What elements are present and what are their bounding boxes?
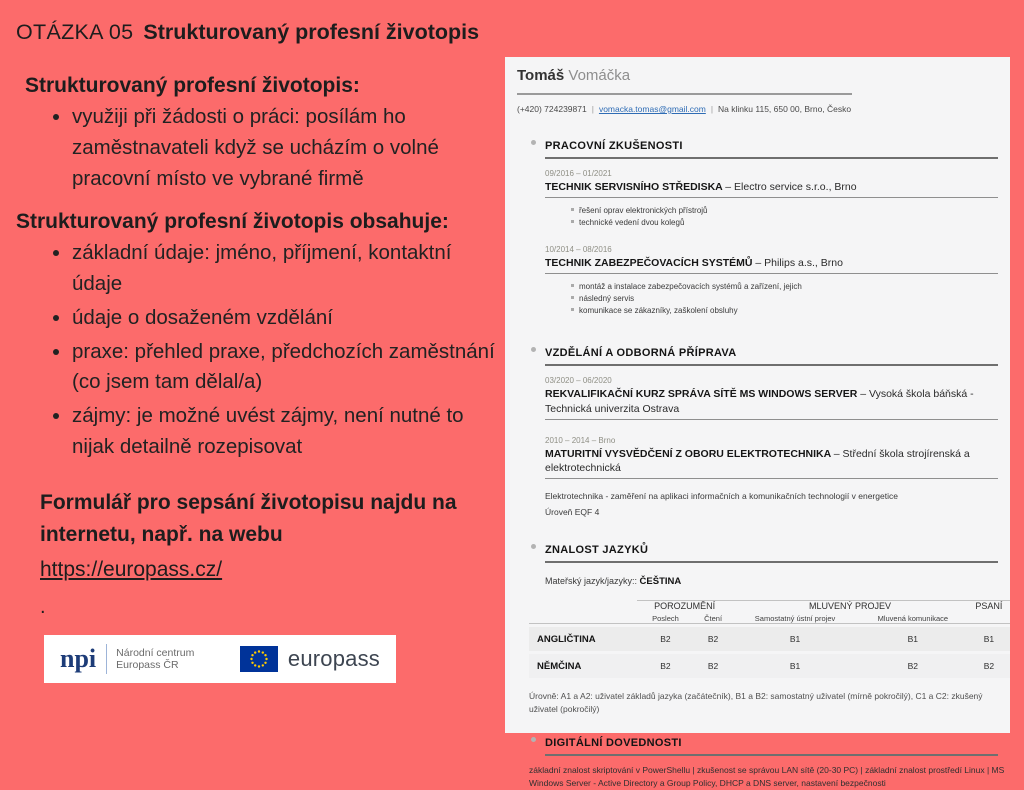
- group-header: POROZUMĚNÍ: [637, 600, 732, 611]
- table-row: [529, 627, 1010, 651]
- education-title-text: REKVALIFIKAČNÍ KURZ SPRÁVA SÍTĚ MS WINDOWS SERVER: [545, 388, 858, 401]
- list-item: • základní údaje: jméno, příjmení, kontaktní údaje: [72, 238, 500, 300]
- group-header: MLUVENÝ PROJEV: [732, 600, 968, 611]
- education-details: [545, 488, 998, 520]
- empty-cell: [968, 614, 1010, 624]
- level-cell: B2: [858, 654, 968, 678]
- npi-caption: [116, 647, 194, 672]
- table-row: [529, 654, 1010, 678]
- name-divider: [517, 93, 852, 95]
- education-date: 2010 – 2014 – Brno: [545, 435, 616, 445]
- section-languages: [545, 540, 998, 563]
- cv-email-link[interactable]: vomacka.tomas@gmail.com: [598, 104, 706, 114]
- mother-tongue-line: [545, 576, 998, 587]
- education-school: – Vysoká škola báňská - Technická univerzita Ostrava: [545, 388, 974, 415]
- logo-bar: [44, 635, 396, 683]
- sub-header: Samostatný ústní projev: [732, 614, 858, 624]
- section-bullet-icon: [531, 140, 536, 145]
- heading-contains: Strukturovaný profesní životopis obsahuje:: [16, 210, 449, 234]
- uses-list: [16, 102, 500, 194]
- slide-title-text: Strukturovaný profesní životopis: [143, 20, 480, 44]
- level-cell: B2: [637, 627, 694, 651]
- sub-header: Čtení: [694, 614, 732, 624]
- europass-link[interactable]: https://europass.cz/: [40, 557, 223, 581]
- mother-tongue-label: Mateřský jazyk/jazyky::: [545, 576, 638, 587]
- logo-divider: [106, 644, 107, 674]
- level-cell: B2: [968, 654, 1010, 678]
- job-bullet: montáž a instalace zabezpečovacích systémů a zařízení, jejich: [571, 281, 998, 293]
- empty-cell: [529, 614, 637, 624]
- section-work: [545, 136, 998, 159]
- section-education: [545, 343, 998, 366]
- europass-logo-text: europass: [287, 646, 380, 672]
- level-cell: B1: [858, 627, 968, 651]
- job-title: [545, 180, 998, 198]
- language-name: NĚMČINA: [529, 654, 637, 678]
- cv-contact-line: [517, 104, 998, 114]
- footer-period: .: [40, 596, 46, 619]
- job-bullet: technické vedení dvou kolegů: [571, 217, 998, 229]
- job-title-text: TECHNIK ZABEZPEČOVACÍCH SYSTÉMŮ: [545, 257, 753, 270]
- education-detail: Úroveň EQF 4: [545, 507, 600, 518]
- empty-cell: [529, 600, 637, 611]
- sub-header: Mluvená komunikace: [858, 614, 968, 624]
- job-company: – Electro service s.r.o., Brno: [725, 181, 857, 193]
- language-name: ANGLIČTINA: [529, 627, 637, 651]
- separator: |: [710, 104, 714, 114]
- table-group-header: [529, 600, 1010, 611]
- section-title: VZDĚLÁNÍ A ODBORNÁ PŘÍPRAVA: [545, 347, 737, 360]
- education-entry: [545, 376, 998, 419]
- education-detail: Elektrotechnika - zaměření na aplikaci informačních a komunikačních technologií v energetice: [545, 491, 898, 502]
- cv-first-name: Tomáš: [517, 67, 565, 84]
- level-cell: B1: [732, 627, 858, 651]
- npi-logo-text: npi: [60, 644, 97, 674]
- left-column: [16, 74, 500, 683]
- education-title: [545, 447, 998, 479]
- cv-phone: (+420) 724239871: [517, 104, 587, 114]
- separator: |: [591, 104, 594, 114]
- level-cell: B1: [968, 627, 1010, 651]
- footer-text: Formulář pro sepsání životopisu najdu na internetu, např. na webu: [40, 490, 457, 547]
- section-title: DIGITÁLNÍ DOVEDNOSTI: [545, 736, 682, 749]
- section-bullet-icon: [531, 737, 536, 742]
- europass-logo: [240, 646, 380, 672]
- job-date: 10/2014 – 08/2016: [545, 245, 612, 255]
- contains-list: [16, 238, 500, 462]
- npi-caption-line1: Národní centrum: [116, 646, 195, 659]
- section-bullet-icon: [531, 347, 536, 352]
- mother-tongue-value: ČEŠTINA: [639, 576, 682, 588]
- cv-name: [517, 67, 998, 84]
- level-cell: B1: [732, 654, 858, 678]
- npi-caption-line2: Europass ČR: [116, 659, 179, 672]
- education-school: – Střední škola strojírenská a elektrotechnická: [545, 447, 970, 474]
- cv-document: [505, 57, 1010, 788]
- job-entry: [545, 169, 998, 229]
- job-bullets: [571, 205, 998, 229]
- section-bullet-icon: [531, 544, 536, 549]
- job-bullet: komunikace se zákazníky, zaškolení obsluhy: [571, 305, 998, 317]
- sub-header: Poslech: [637, 614, 694, 624]
- section-title: ZNALOST JAZYKŮ: [545, 544, 649, 557]
- job-title-text: TECHNIK SERVISNÍHO STŘEDISKA: [545, 181, 723, 193]
- job-bullet: následný servis: [571, 293, 998, 305]
- table-sub-header: [529, 614, 1010, 624]
- list-item: • údaje o dosaženém vzdělání: [72, 303, 500, 334]
- cv-last-name: Vomáčka: [568, 67, 631, 84]
- heading-uses: Strukturovaný profesní životopis:: [25, 74, 360, 97]
- job-bullets: [571, 281, 998, 317]
- job-date: 09/2016 – 01/2021: [545, 169, 612, 178]
- list-item: • využiji při žádosti o práci: posílám ho zaměstnavateli když se ucházím o volné pracovní místo ve vybrané firmě: [72, 102, 500, 194]
- page-title: [16, 20, 479, 45]
- list-item: • zájmy: je možné uvést zájmy, není nutné to nijak detailně rozepisovat: [72, 401, 500, 463]
- levels-note: Úrovně: A1 a A2: uživatel základů jazyka (začátečník), B1 a B2: samostatný uživatel (mírně pokročilý), C1 a C2: zkušený uživatel (pokročilý): [529, 691, 983, 715]
- job-entry: [545, 245, 998, 317]
- footer-note: [40, 487, 486, 624]
- level-cell: B2: [694, 627, 732, 651]
- education-title-text: MATURITNÍ VYSVĚDČENÍ Z OBORU ELEKTROTECHNIKA: [545, 447, 831, 460]
- eu-flag-icon: [240, 646, 278, 672]
- group-header: PSANÍ: [968, 600, 1010, 611]
- language-table: [529, 597, 1010, 681]
- npi-logo: [60, 644, 194, 674]
- job-company: – Philips a.s., Brno: [755, 257, 843, 270]
- cv-address: Na klinku 115, 650 00, Brno, Česko: [718, 104, 852, 114]
- education-entry: [545, 436, 998, 479]
- list-item: • praxe: přehled praxe, předchozích zaměstnání (co jsem tam dělal/a): [72, 337, 500, 399]
- job-title: [545, 256, 998, 274]
- section-digital: [545, 733, 998, 756]
- question-label: OTÁZKA 05: [16, 20, 134, 44]
- education-date: 03/2020 – 06/2020: [545, 376, 612, 386]
- level-cell: B2: [637, 654, 694, 678]
- level-cell: B2: [694, 654, 732, 678]
- job-bullet: řešení oprav elektronických přístrojů: [571, 205, 998, 217]
- digital-skills-text: základní znalost skriptování v PowerShellu | zkušenost se správou LAN sítě (20-30 PC) | základní znalost prostředí Linux | MS Windows Server - Active Directory a Group Policy, DHCP a DNS server, nastavení bezpečnosti: [529, 764, 1005, 788]
- section-title: PRACOVNÍ ZKUŠENOSTI: [545, 140, 683, 152]
- education-title: [545, 387, 998, 419]
